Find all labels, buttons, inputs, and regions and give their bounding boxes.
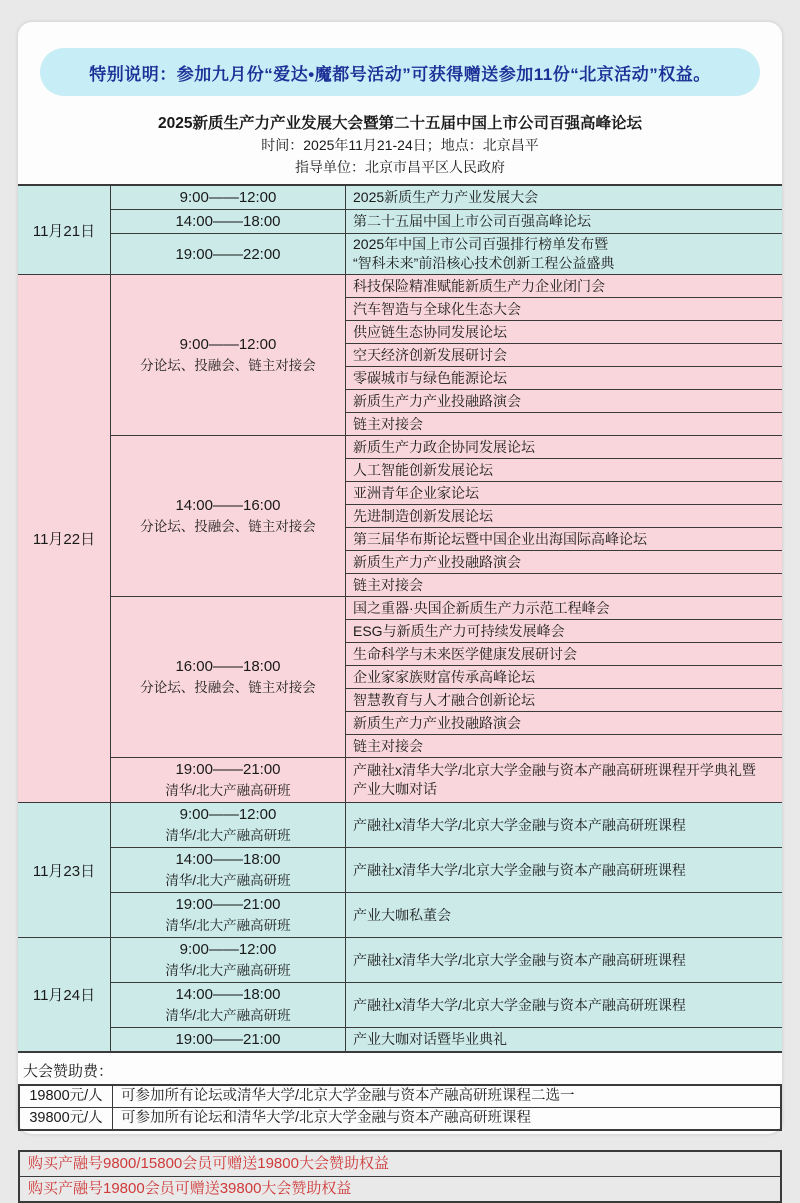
events-column bbox=[346, 186, 782, 209]
time-block bbox=[111, 596, 782, 757]
event-item bbox=[346, 665, 782, 688]
events-column bbox=[346, 436, 782, 596]
document-page bbox=[18, 22, 782, 1197]
sponsorship-fee-table bbox=[18, 1084, 782, 1131]
time-range: 9:00——12:00 bbox=[179, 189, 277, 206]
event-item bbox=[346, 412, 782, 435]
event-item bbox=[346, 297, 782, 320]
time-subtitle: 清华/北大产融高研班 bbox=[165, 1008, 291, 1023]
time-block bbox=[111, 892, 782, 937]
event-line: 第二十五届中国上市公司百强高峰论坛 bbox=[353, 213, 591, 229]
time-block bbox=[111, 1027, 782, 1051]
events-column bbox=[346, 210, 782, 233]
event-time-location: 时间：2025年11月21-24日；地点：北京昌平 bbox=[261, 137, 539, 153]
event-line: 生命科学与未来医学健康发展研讨会 bbox=[353, 645, 577, 662]
time-block bbox=[111, 275, 782, 435]
time-subtitle: 清华/北大产融高研班 bbox=[165, 873, 291, 888]
time-range: 9:00——12:00 bbox=[179, 941, 277, 958]
schedule-section bbox=[18, 274, 782, 802]
event-line: 产融社x清华大学/北京大学金融与资本产融高研班课程 bbox=[353, 816, 686, 833]
events-column bbox=[346, 275, 782, 435]
event-item bbox=[346, 848, 782, 892]
time-cell bbox=[111, 234, 346, 274]
event-item bbox=[346, 758, 782, 802]
time-cell bbox=[111, 893, 346, 937]
time-cell bbox=[111, 186, 346, 209]
events-column bbox=[346, 938, 782, 982]
fee-price: 39800元/人 bbox=[20, 1108, 113, 1129]
schedule-section bbox=[18, 802, 782, 937]
event-line: 链主对接会 bbox=[353, 415, 423, 432]
time-range: 19:00——21:00 bbox=[175, 896, 281, 913]
event-line: 国之重器·央国企新质生产力示范工程峰会 bbox=[353, 599, 610, 616]
date-cell: 11月22日 bbox=[18, 275, 111, 802]
event-item bbox=[346, 734, 782, 757]
time-range: 14:00——16:00 bbox=[175, 497, 281, 514]
event-line: 2025新质生产力产业发展大会 bbox=[353, 189, 539, 205]
event-line: 亚洲青年企业家论坛 bbox=[353, 484, 479, 501]
event-line: 链主对接会 bbox=[353, 576, 423, 593]
event-item bbox=[346, 573, 782, 596]
sponsorship-fee-label: 大会赞助费： bbox=[23, 1063, 114, 1080]
event-item bbox=[346, 436, 782, 458]
fee-description: 可参加所有论坛或清华大学/北京大学金融与资本产融高研班课程二选一 bbox=[121, 1088, 575, 1104]
event-line: 链主对接会 bbox=[353, 737, 423, 754]
event-item bbox=[346, 688, 782, 711]
page-title: 2025新质生产力产业发展大会暨第二十五届中国上市公司百强高峰论坛 bbox=[158, 115, 642, 132]
event-line: 空天经济创新发展研讨会 bbox=[353, 346, 507, 363]
fee-price: 19800元/人 bbox=[20, 1086, 113, 1107]
event-line: 产融社x清华大学/北京大学金融与资本产融高研班课程 bbox=[353, 996, 686, 1013]
time-subtitle: 分论坛、投融会、链主对接会 bbox=[140, 680, 316, 695]
event-line: 汽车智造与全球化生态大会 bbox=[353, 300, 521, 317]
time-block bbox=[111, 938, 782, 982]
event-line: 产融社x清华大学/北京大学金融与资本产融高研班课程开学典礼暨 bbox=[353, 762, 756, 778]
time-cell bbox=[111, 848, 346, 892]
event-item bbox=[346, 550, 782, 573]
event-item bbox=[346, 343, 782, 366]
event-line: 供应链生态协同发展论坛 bbox=[353, 323, 507, 340]
event-item bbox=[346, 893, 782, 937]
time-range: 19:00——22:00 bbox=[175, 245, 281, 263]
fee-row bbox=[20, 1107, 780, 1129]
time-cell bbox=[111, 275, 346, 435]
event-line: 企业家家族财富传承高峰论坛 bbox=[353, 668, 535, 685]
event-item bbox=[346, 803, 782, 847]
time-range: 9:00——12:00 bbox=[179, 806, 277, 823]
time-block bbox=[111, 435, 782, 596]
time-subtitle: 清华/北大产融高研班 bbox=[165, 963, 291, 978]
schedule-section bbox=[18, 937, 782, 1051]
section-body bbox=[111, 275, 782, 802]
event-item bbox=[346, 619, 782, 642]
fee-description: 可参加所有论坛和清华大学/北京大学金融与资本产融高研班课程 bbox=[121, 1110, 532, 1126]
event-line: “智科未来”前沿核心技术创新工程公益盛典 bbox=[353, 255, 615, 271]
time-block bbox=[111, 847, 782, 892]
event-item bbox=[346, 642, 782, 665]
event-item bbox=[346, 458, 782, 481]
membership-promo-table bbox=[18, 1150, 782, 1203]
time-cell bbox=[111, 1028, 346, 1051]
time-cell bbox=[111, 597, 346, 757]
time-range: 19:00——21:00 bbox=[175, 761, 281, 778]
time-cell bbox=[111, 436, 346, 596]
time-range: 14:00——18:00 bbox=[175, 986, 281, 1003]
event-item bbox=[346, 210, 782, 233]
event-item bbox=[346, 983, 782, 1027]
events-column bbox=[346, 1028, 782, 1051]
section-body bbox=[111, 186, 782, 274]
time-block bbox=[111, 186, 782, 209]
events-column bbox=[346, 803, 782, 847]
time-subtitle: 清华/北大产融高研班 bbox=[165, 783, 291, 798]
time-cell bbox=[111, 758, 346, 802]
events-column bbox=[346, 983, 782, 1027]
events-column bbox=[346, 848, 782, 892]
special-note-banner bbox=[40, 48, 760, 96]
event-line: 产融社x清华大学/北京大学金融与资本产融高研班课程 bbox=[353, 951, 686, 968]
event-line: 第三届华布斯论坛暨中国企业出海国际高峰论坛 bbox=[353, 530, 647, 547]
event-item bbox=[346, 234, 782, 274]
fee-row bbox=[20, 1086, 780, 1107]
time-block bbox=[111, 233, 782, 274]
event-line: ESG与新质生产力可持续发展峰会 bbox=[353, 622, 565, 639]
event-item bbox=[346, 275, 782, 297]
event-item bbox=[346, 527, 782, 550]
event-item bbox=[346, 481, 782, 504]
time-subtitle: 分论坛、投融会、链主对接会 bbox=[140, 358, 316, 373]
events-column bbox=[346, 893, 782, 937]
date-cell: 11月23日 bbox=[18, 803, 111, 937]
event-line: 新质生产力产业投融路演会 bbox=[353, 714, 521, 731]
event-line: 新质生产力政企协同发展论坛 bbox=[353, 438, 535, 455]
time-range: 19:00——21:00 bbox=[175, 1031, 281, 1048]
time-range: 16:00——18:00 bbox=[175, 658, 281, 675]
section-body bbox=[111, 803, 782, 937]
time-subtitle: 清华/北大产融高研班 bbox=[165, 918, 291, 933]
time-cell bbox=[111, 803, 346, 847]
event-line: 产业大咖私董会 bbox=[353, 906, 451, 923]
event-organizer: 指导单位：北京市昌平区人民政府 bbox=[295, 159, 505, 175]
time-range: 14:00——18:00 bbox=[175, 213, 281, 230]
event-line: 新质生产力产业投融路演会 bbox=[353, 392, 521, 409]
time-block bbox=[111, 209, 782, 233]
events-column bbox=[346, 234, 782, 274]
event-item bbox=[346, 711, 782, 734]
event-item bbox=[346, 366, 782, 389]
date-cell: 11月24日 bbox=[18, 938, 111, 1051]
special-note-text: 特别说明：参加九月份“爱达•魔都号活动”可获得赠送参加11份“北京活动”权益。 bbox=[89, 64, 711, 84]
event-item bbox=[346, 1028, 782, 1051]
event-item bbox=[346, 320, 782, 343]
time-cell bbox=[111, 983, 346, 1027]
section-body bbox=[111, 938, 782, 1051]
event-item bbox=[346, 186, 782, 209]
event-item bbox=[346, 597, 782, 619]
events-column bbox=[346, 597, 782, 757]
event-line: 产业大咖对话 bbox=[353, 781, 437, 797]
time-range: 9:00——12:00 bbox=[179, 336, 277, 353]
event-item bbox=[346, 389, 782, 412]
event-line: 新质生产力产业投融路演会 bbox=[353, 553, 521, 570]
time-cell bbox=[111, 938, 346, 982]
time-subtitle: 清华/北大产融高研班 bbox=[165, 828, 291, 843]
time-range: 14:00——18:00 bbox=[175, 851, 281, 868]
schedule-table bbox=[18, 184, 782, 1053]
time-cell bbox=[111, 210, 346, 233]
events-column bbox=[346, 758, 782, 802]
time-block bbox=[111, 982, 782, 1027]
event-line: 产融社x清华大学/北京大学金融与资本产融高研班课程 bbox=[353, 861, 686, 878]
event-line: 产业大咖对话暨毕业典礼 bbox=[353, 1031, 507, 1047]
promo-row: 购买产融号9800/15800会员可赠送19800大会赞助权益 bbox=[28, 1155, 389, 1172]
time-block bbox=[111, 803, 782, 847]
time-block bbox=[111, 757, 782, 802]
event-line: 先进制造创新发展论坛 bbox=[353, 507, 493, 524]
event-line: 智慧教育与人才融合创新论坛 bbox=[353, 691, 535, 708]
event-line: 2025年中国上市公司百强排行榜单发布暨 bbox=[353, 236, 609, 252]
promo-row: 购买产融号19800会员可赠送39800大会赞助权益 bbox=[20, 1176, 780, 1201]
event-line: 零碳城市与绿色能源论坛 bbox=[353, 369, 507, 386]
date-cell: 11月21日 bbox=[18, 186, 111, 274]
event-item bbox=[346, 504, 782, 527]
event-line: 人工智能创新发展论坛 bbox=[353, 461, 493, 478]
time-subtitle: 分论坛、投融会、链主对接会 bbox=[140, 519, 316, 534]
schedule-section bbox=[18, 186, 782, 274]
event-line: 科技保险精准赋能新质生产力企业闭门会 bbox=[353, 277, 605, 294]
event-item bbox=[346, 938, 782, 982]
